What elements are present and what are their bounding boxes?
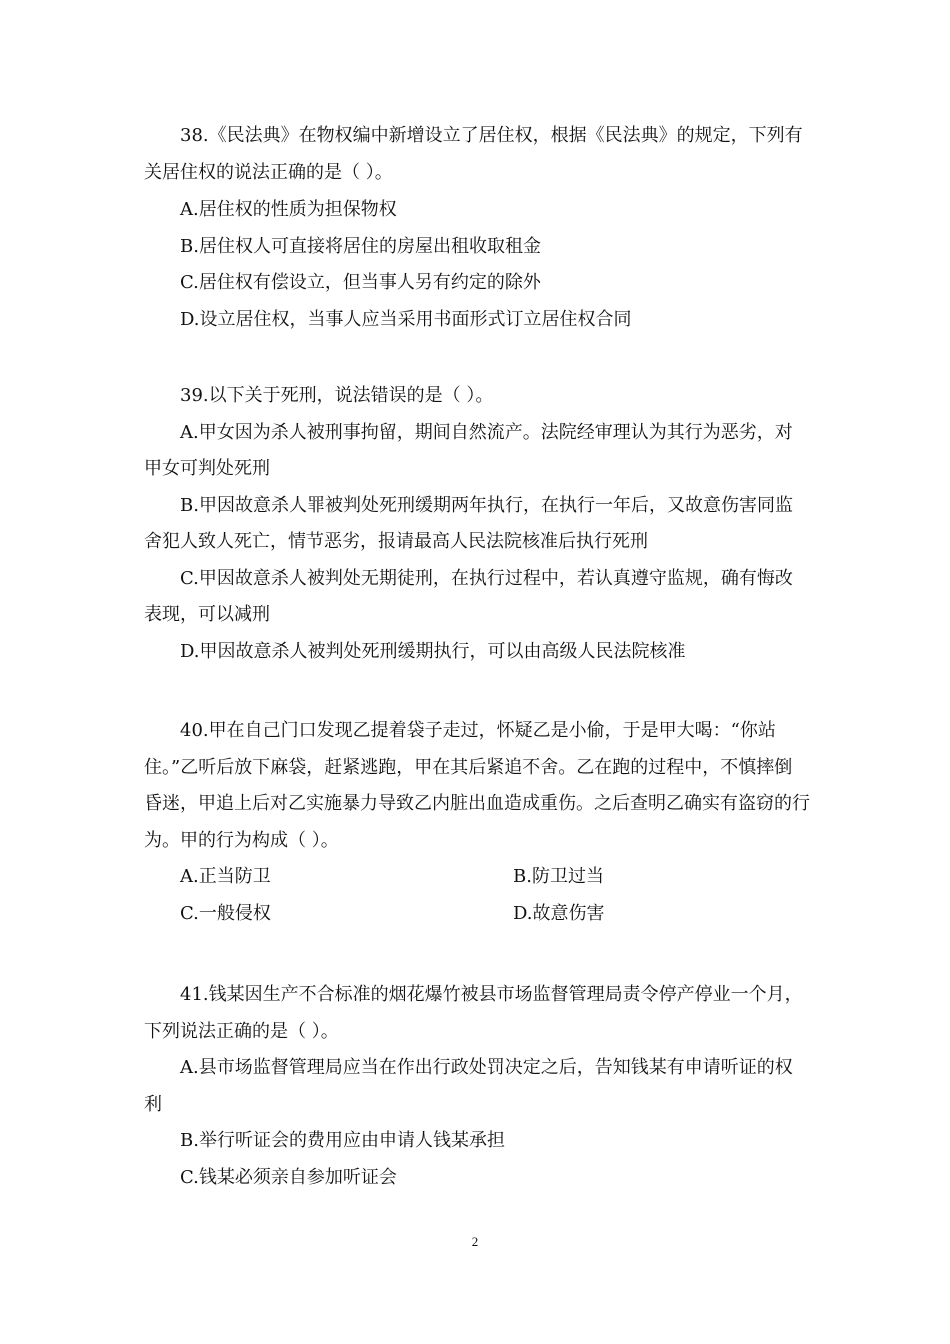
option-d: D.甲因故意杀人被判处死刑缓期执行，可以由高级人民法院核准 <box>180 640 686 662</box>
option-c: C.甲因故意杀人被判处无期徒刑，在执行过程中，若认真遵守监规，确有悔改表现，可以减刑 <box>144 567 793 625</box>
option-c: C.一般侵权 <box>180 902 271 924</box>
option-a: A.居住权的性质为担保物权 <box>180 199 397 220</box>
question-stem: 41.钱某因生产不合标准的烟花爆竹被县市场监督管理局责令停产停业一个月，下列说法正确的是（ ）。 <box>144 984 803 1042</box>
option-c: C.钱某必须亲自参加听证会 <box>180 1166 397 1188</box>
option-b: B.甲因故意杀人罪被判处死刑缓期两年执行，在执行一年后，又故意伤害同监舍犯人致人死亡，情节恶劣，报请最高人民法院核准后执行死刑 <box>144 494 793 552</box>
option-d: D.设立居住权，当事人应当采用书面形式订立居住权合同 <box>180 308 632 330</box>
option-b: B.防卫过当 <box>513 866 604 887</box>
option-a: A.甲女因为杀人被刑事拘留，期间自然流产。法院经审理认为其行为恶劣，对甲女可判处死刑 <box>144 421 793 479</box>
option-d: D.故意伤害 <box>513 902 605 924</box>
question-stem: 40.甲在自己门口发现乙提着袋子走过，怀疑乙是小偷，于是甲大喝：“你站住。”乙听后放下麻袋，赶紧逃跑，甲在其后紧追不舍。乙在跑的过程中，不慎摔倒昏迷，甲追上后对乙实施暴力导致乙内脏出血造成重伤。之后查明乙确实有盗窃的行为。甲的行为构成（ ）。 <box>144 720 810 851</box>
question-39 <box>144 378 810 670</box>
options-row <box>144 896 810 933</box>
options-row <box>144 859 810 896</box>
question-41 <box>144 977 810 1196</box>
option-a: A.县市场监督管理局应当在作出行政处罚决定之后，告知钱某有申请听证的权利 <box>144 1057 793 1115</box>
option-c: C.居住权有偿设立，但当事人另有约定的除外 <box>180 272 541 293</box>
page-number: 2 <box>471 1234 479 1249</box>
question-stem: 39.以下关于死刑，说法错误的是（ ）。 <box>180 385 494 406</box>
option-a: A.正当防卫 <box>180 866 271 887</box>
question-40 <box>144 713 810 932</box>
option-b: B.居住权人可直接将居住的房屋出租收取租金 <box>180 235 541 257</box>
question-stem: 38.《民法典》在物权编中新增设立了居住权，根据《民法典》的规定，下列有关居住权的说法正确的是（ ）。 <box>144 125 803 183</box>
option-b: B.举行听证会的费用应由申请人钱某承担 <box>180 1130 505 1151</box>
question-38 <box>144 118 810 338</box>
